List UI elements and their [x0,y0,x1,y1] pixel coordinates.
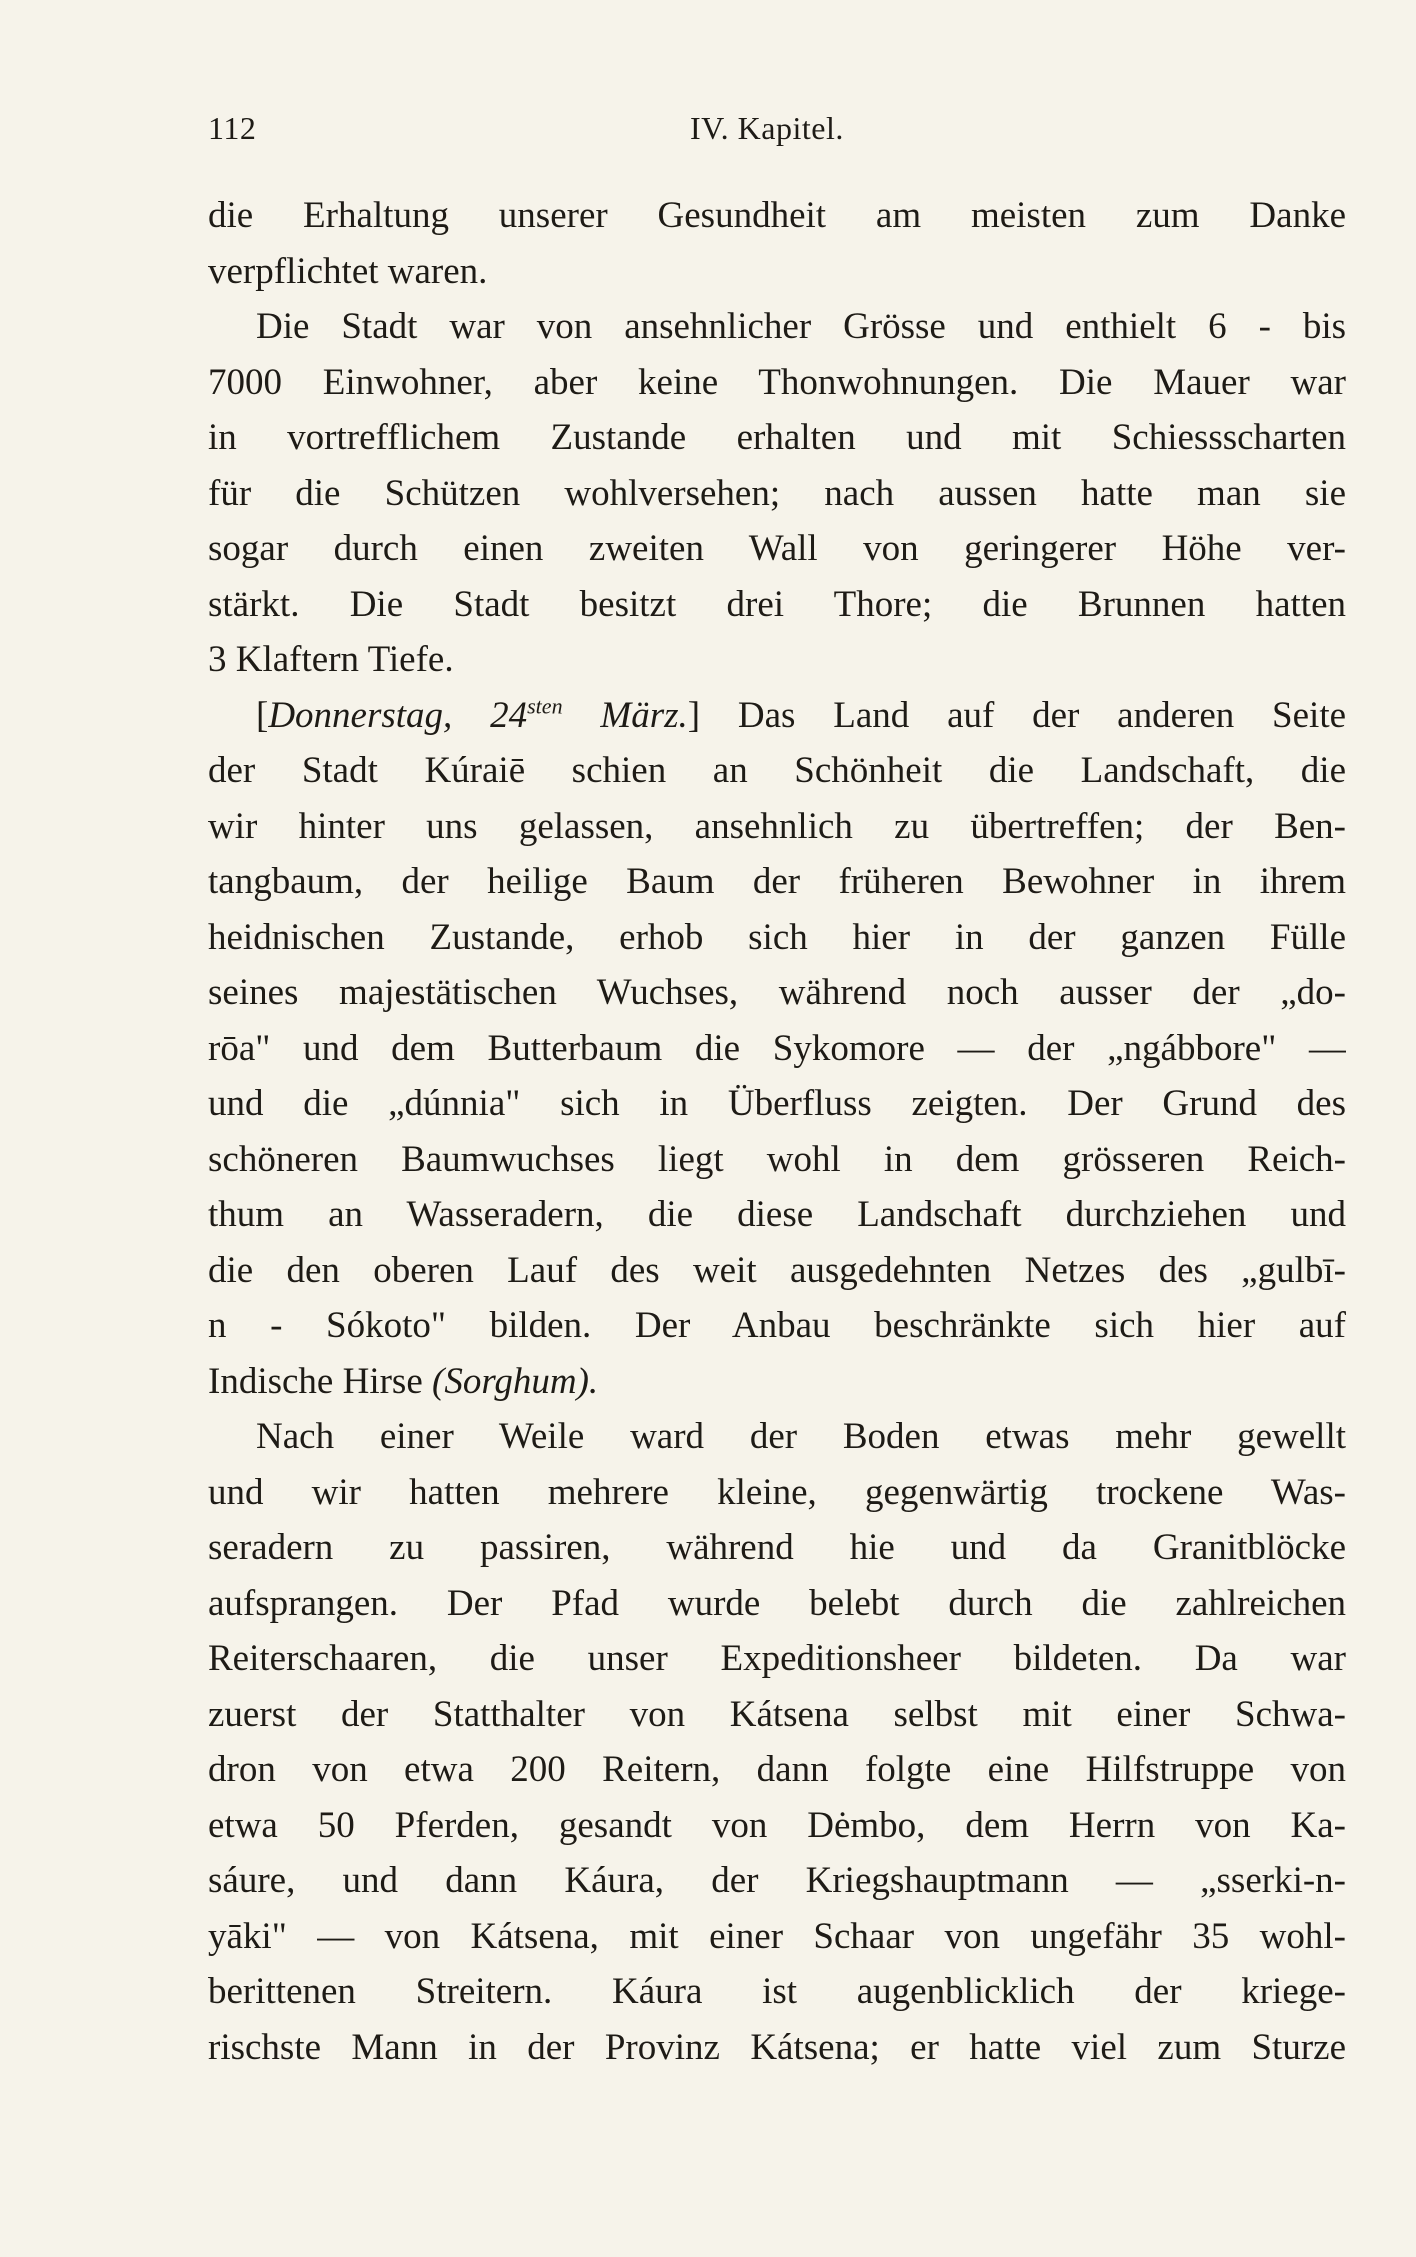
text-line: heidnischen Zustande, erhob sich hier in der ganzen Fülle [208,916,1346,958]
close-bracket: ] [687,694,701,736]
text-line: yāki" — von Kátsena, mit einer Schaar von ungefähr 35 wohl- [208,1915,1346,1957]
text-line: Die Stadt war von ansehnlicher Grösse und enthielt 6 - bis [256,306,1346,347]
text-line: berittenen Streitern. Káura ist augenblicklich der kriege- [208,1971,1346,2012]
sorghum-italic: (Sorghum). [432,1360,599,1402]
text-line: schöneren Baumwuchses liegt wohl in dem grösseren Reich- [208,1138,1346,1180]
text-line: seradern zu passiren, während hie und da Granitblöcke [208,1527,1346,1568]
body-text [208,188,1346,2075]
date-weekday: Donnerstag, [268,694,453,736]
text-line: aufsprangen. Der Pfad wurde belebt durch die zahlreichen [208,1582,1346,1624]
sorghum-line [208,1354,1346,1410]
text-line: zuerst der Statthalter von Kátsena selbst mit einer Schwa- [208,1693,1346,1735]
text-line: tangbaum, der heilige Baum der früheren Bewohner in ihrem [208,861,1346,902]
date-day [490,695,562,736]
date-day-number: 24 [490,694,528,736]
sorghum-text: Indische Hirse [208,1360,423,1402]
text-line: wir hinter uns gelassen, ansehnlich zu übertreffen; der Ben- [208,805,1346,847]
text-line: etwa 50 Pferden, gesandt von Dėmbo, dem Herrn von Ka- [208,1804,1346,1846]
date-line [208,688,1346,744]
open-bracket: [ [256,694,269,736]
text-line: rōa" und dem Butterbaum die Sykomore — der „ngábbore" — [208,1027,1346,1069]
text-line: seines majestätischen Wuchses, während noch ausser der „do- [208,972,1346,1013]
text-line: verpflichtet waren. [208,250,488,292]
text-line: 3 Klaftern Tiefe. [208,639,454,680]
text-line: sáure, und dann Káura, der Kriegshauptmann — „sserki-n- [208,1860,1346,1901]
text-line: die Erhaltung unserer Gesundheit am meisten zum Danke [208,195,1346,236]
text-line: Nach einer Weile ward der Boden etwas mehr gewellt [256,1416,1346,1457]
text-line: 7000 Einwohner, aber keine Thonwohnungen. Die Mauer war [208,361,1346,403]
chapter-heading: IV. Kapitel. [690,110,844,146]
date-day-suffix: sten [527,693,563,719]
text-line: Reiterschaaren, die unser Expeditionsheer bildeten. Da war [208,1638,1346,1679]
running-head [208,110,1346,154]
text-line: und wir hatten mehrere kleine, gegenwärtig trockene Was- [208,1471,1346,1513]
date-month: März. [600,694,688,736]
text-line: für die Schützen wohlversehen; nach aussen hatte man sie [208,472,1346,514]
text-line: rischste Mann in der Provinz Kátsena; er hatte viel zum Sturze [208,2026,1346,2068]
page-number: 112 [208,110,257,146]
text-line: n - Sókoto" bilden. Der Anbau beschränkte sich hier auf [208,1305,1346,1346]
text-line: die den oberen Lauf des weit ausgedehnten Netzes des „gulbī- [208,1249,1346,1291]
text-line: thum an Wasseradern, die diese Landschaft durchziehen und [208,1194,1346,1235]
text-line: dron von etwa 200 Reitern, dann folgte eine Hilfstruppe von [208,1749,1346,1790]
date-line-text: Das Land auf der anderen Seite [737,694,1346,736]
text-line: in vortrefflichem Zustande erhalten und mit Schiessscharten [208,417,1346,458]
text-line: stärkt. Die Stadt besitzt drei Thore; die Brunnen hatten [208,583,1346,625]
text-line: der Stadt Kúraiē schien an Schönheit die Landschaft, die [208,750,1346,791]
text-line: und die „dúnnia" sich in Überfluss zeigten. Der Grund des [208,1083,1346,1124]
text-line: sogar durch einen zweiten Wall von geringerer Höhe ver- [208,528,1346,569]
